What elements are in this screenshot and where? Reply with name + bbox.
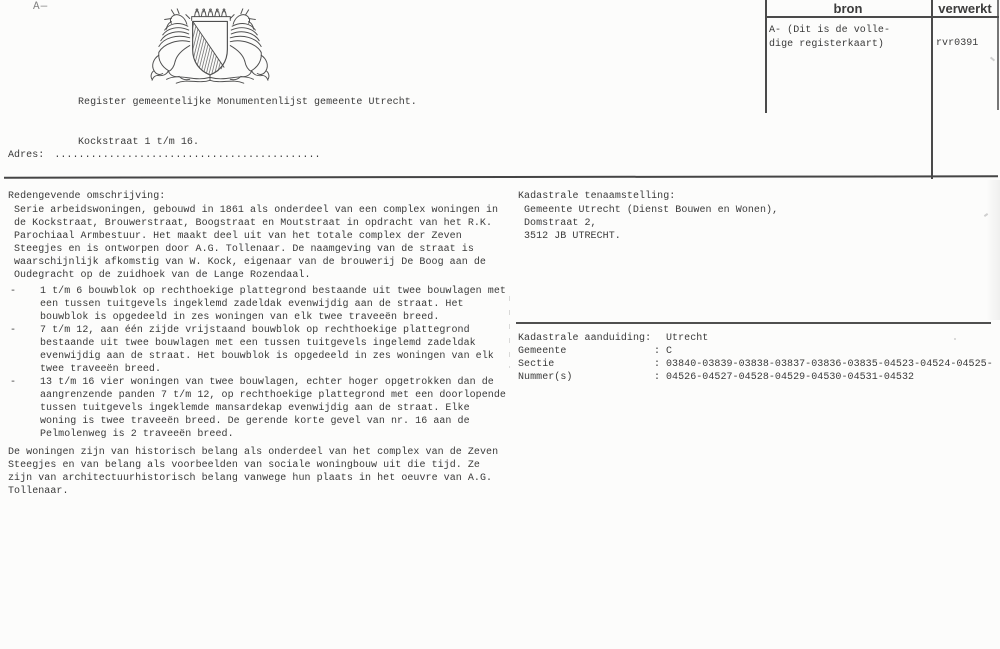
aanduiding-value: Utrecht (666, 333, 709, 344)
main-divider-line (4, 175, 998, 178)
register-title: Register gemeentelijke Monumentenlijst gemeente Utrecht. (78, 97, 417, 108)
aanduiding-label: Nummer(s) (518, 372, 573, 383)
aanduiding-label: Sectie (518, 359, 555, 370)
aanduiding-colon: : (654, 346, 661, 357)
stamp-table-border-middle (931, 0, 933, 179)
crown (186, 9, 234, 20)
bullet-dash: - (10, 377, 17, 388)
scan-speck (990, 57, 995, 62)
tenaamstelling-address: Gemeente Utrecht (Dienst Bouwen en Wonen), Domstraat 2, 3512 JB UTRECHT. (524, 205, 779, 242)
bron-cell-value: A- (Dit is de volle- dige registerkaart) (769, 25, 891, 50)
bullet-text: 13 t/m 16 vier woningen van twee bouwlagen, echter hoger opgetrokken dan de aangrenzende panden 7 t/m 12, op rechthoekige plattegrond met een doorlopende tussen tuitgevels ingeklemde mansardekap evenwijdig aan de straat. Elke woning is twee traveeën breed. De gerende korte gevel van nr. 16 aan de Pelmolenweg is 2 traveeën breed. (40, 377, 506, 440)
bullet-item (8, 376, 506, 441)
bullet-item (8, 324, 494, 376)
scan-speck (954, 338, 956, 340)
aanduiding-value: 04526-04527-04528-04529-04530-04531-04532 (666, 372, 915, 383)
aanduiding-colon: : (654, 359, 661, 370)
bron-column-header: bron (833, 1, 863, 16)
adres-line (8, 149, 321, 162)
bullet-dash: - (10, 325, 17, 336)
bullet-dash: - (10, 286, 17, 297)
aanduiding-label: Kadastrale aanduiding: (518, 333, 652, 344)
scan-edge-shadow (986, 180, 1000, 320)
bullet-item (8, 285, 506, 324)
redengevende-heading: Redengevende omschrijving: (8, 191, 166, 202)
aanduiding-divider-line (516, 322, 991, 324)
description-paragraph: Serie arbeidswoningen, gebouwd in 1861 als onderdeel van een complex woningen in de Kockstraat, Brouwerstraat, Boogstraat en Moutstraat in opdracht van het R.K. Parochiaal Armbestuur. Het maakt deel uit van het totale complex der Zeven Steegjes en is ontworpen door A.G. Tollenaar. De naamgeving van de straat is waarschijnlijk afkomstig van W. Kock, eigenaar van de brouwerij De Boog aan de Oudegracht op de zuidhoek van de Lange Rozendaal. (14, 205, 499, 281)
corner-mark: A— (33, 1, 49, 13)
aanduiding-colon: : (654, 372, 661, 383)
lion-supporter (151, 9, 190, 80)
street-range: Kockstraat 1 t/m 16. (78, 137, 200, 148)
adres-dotted-fill: ............................................ (54, 150, 321, 161)
base-flourish (167, 75, 254, 83)
stamp-table-header-rule (765, 16, 999, 18)
adres-label: Adres: (8, 150, 45, 161)
aanduiding-row (518, 358, 993, 371)
shield (193, 21, 228, 75)
aanduiding-value: 03840-03839-03838-03837-03836-03835-04523-04524-04525- (666, 359, 993, 370)
aanduiding-label: Gemeente (518, 346, 567, 357)
tenaamstelling-heading: Kadastrale tenaamstelling: (518, 191, 676, 202)
bullet-text: 7 t/m 12, aan één zijde vrijstaand bouwblok op rechthoekige plattegrond bestaande uit twee bouwlagen met een tussen tuitgevels ingelemd zadeldak evenwijdig aan de straat. Het bouwblok is opgedeeld in zes woningen van elk twee traveeën breed. (40, 325, 494, 375)
verwerkt-cell-value: rvr0391 (936, 38, 979, 49)
aanduiding-row (518, 345, 672, 358)
scan-fold-mark (509, 296, 510, 368)
aanduiding-row (518, 332, 708, 345)
aanduiding-value: C (666, 346, 673, 357)
closing-paragraph: De woningen zijn van historisch belang als onderdeel van het complex van de Zeven Steegjes en van belang als voorbeelden van sociale woningbouw uit die tijd. Ze zijn van architectuurhistorisch belang vanwege hun plaats in het oeuvre van A.G. Tollenaar. (8, 447, 499, 497)
verwerkt-column-header: verwerkt (938, 1, 992, 16)
aanduiding-row (518, 371, 914, 384)
bullet-text: 1 t/m 6 bouwblok op rechthoekige plattegrond bestaande uit twee bouwlagen met een tussen tuitgevels ingeklemd zadeldak evenwijdig aan de straat. Het bouwblok is opgedeeld in zes woningen van elk twee traveeën breed. (40, 286, 506, 323)
aanduiding-colon (654, 332, 666, 345)
utrecht-coat-of-arms-icon (147, 5, 273, 88)
